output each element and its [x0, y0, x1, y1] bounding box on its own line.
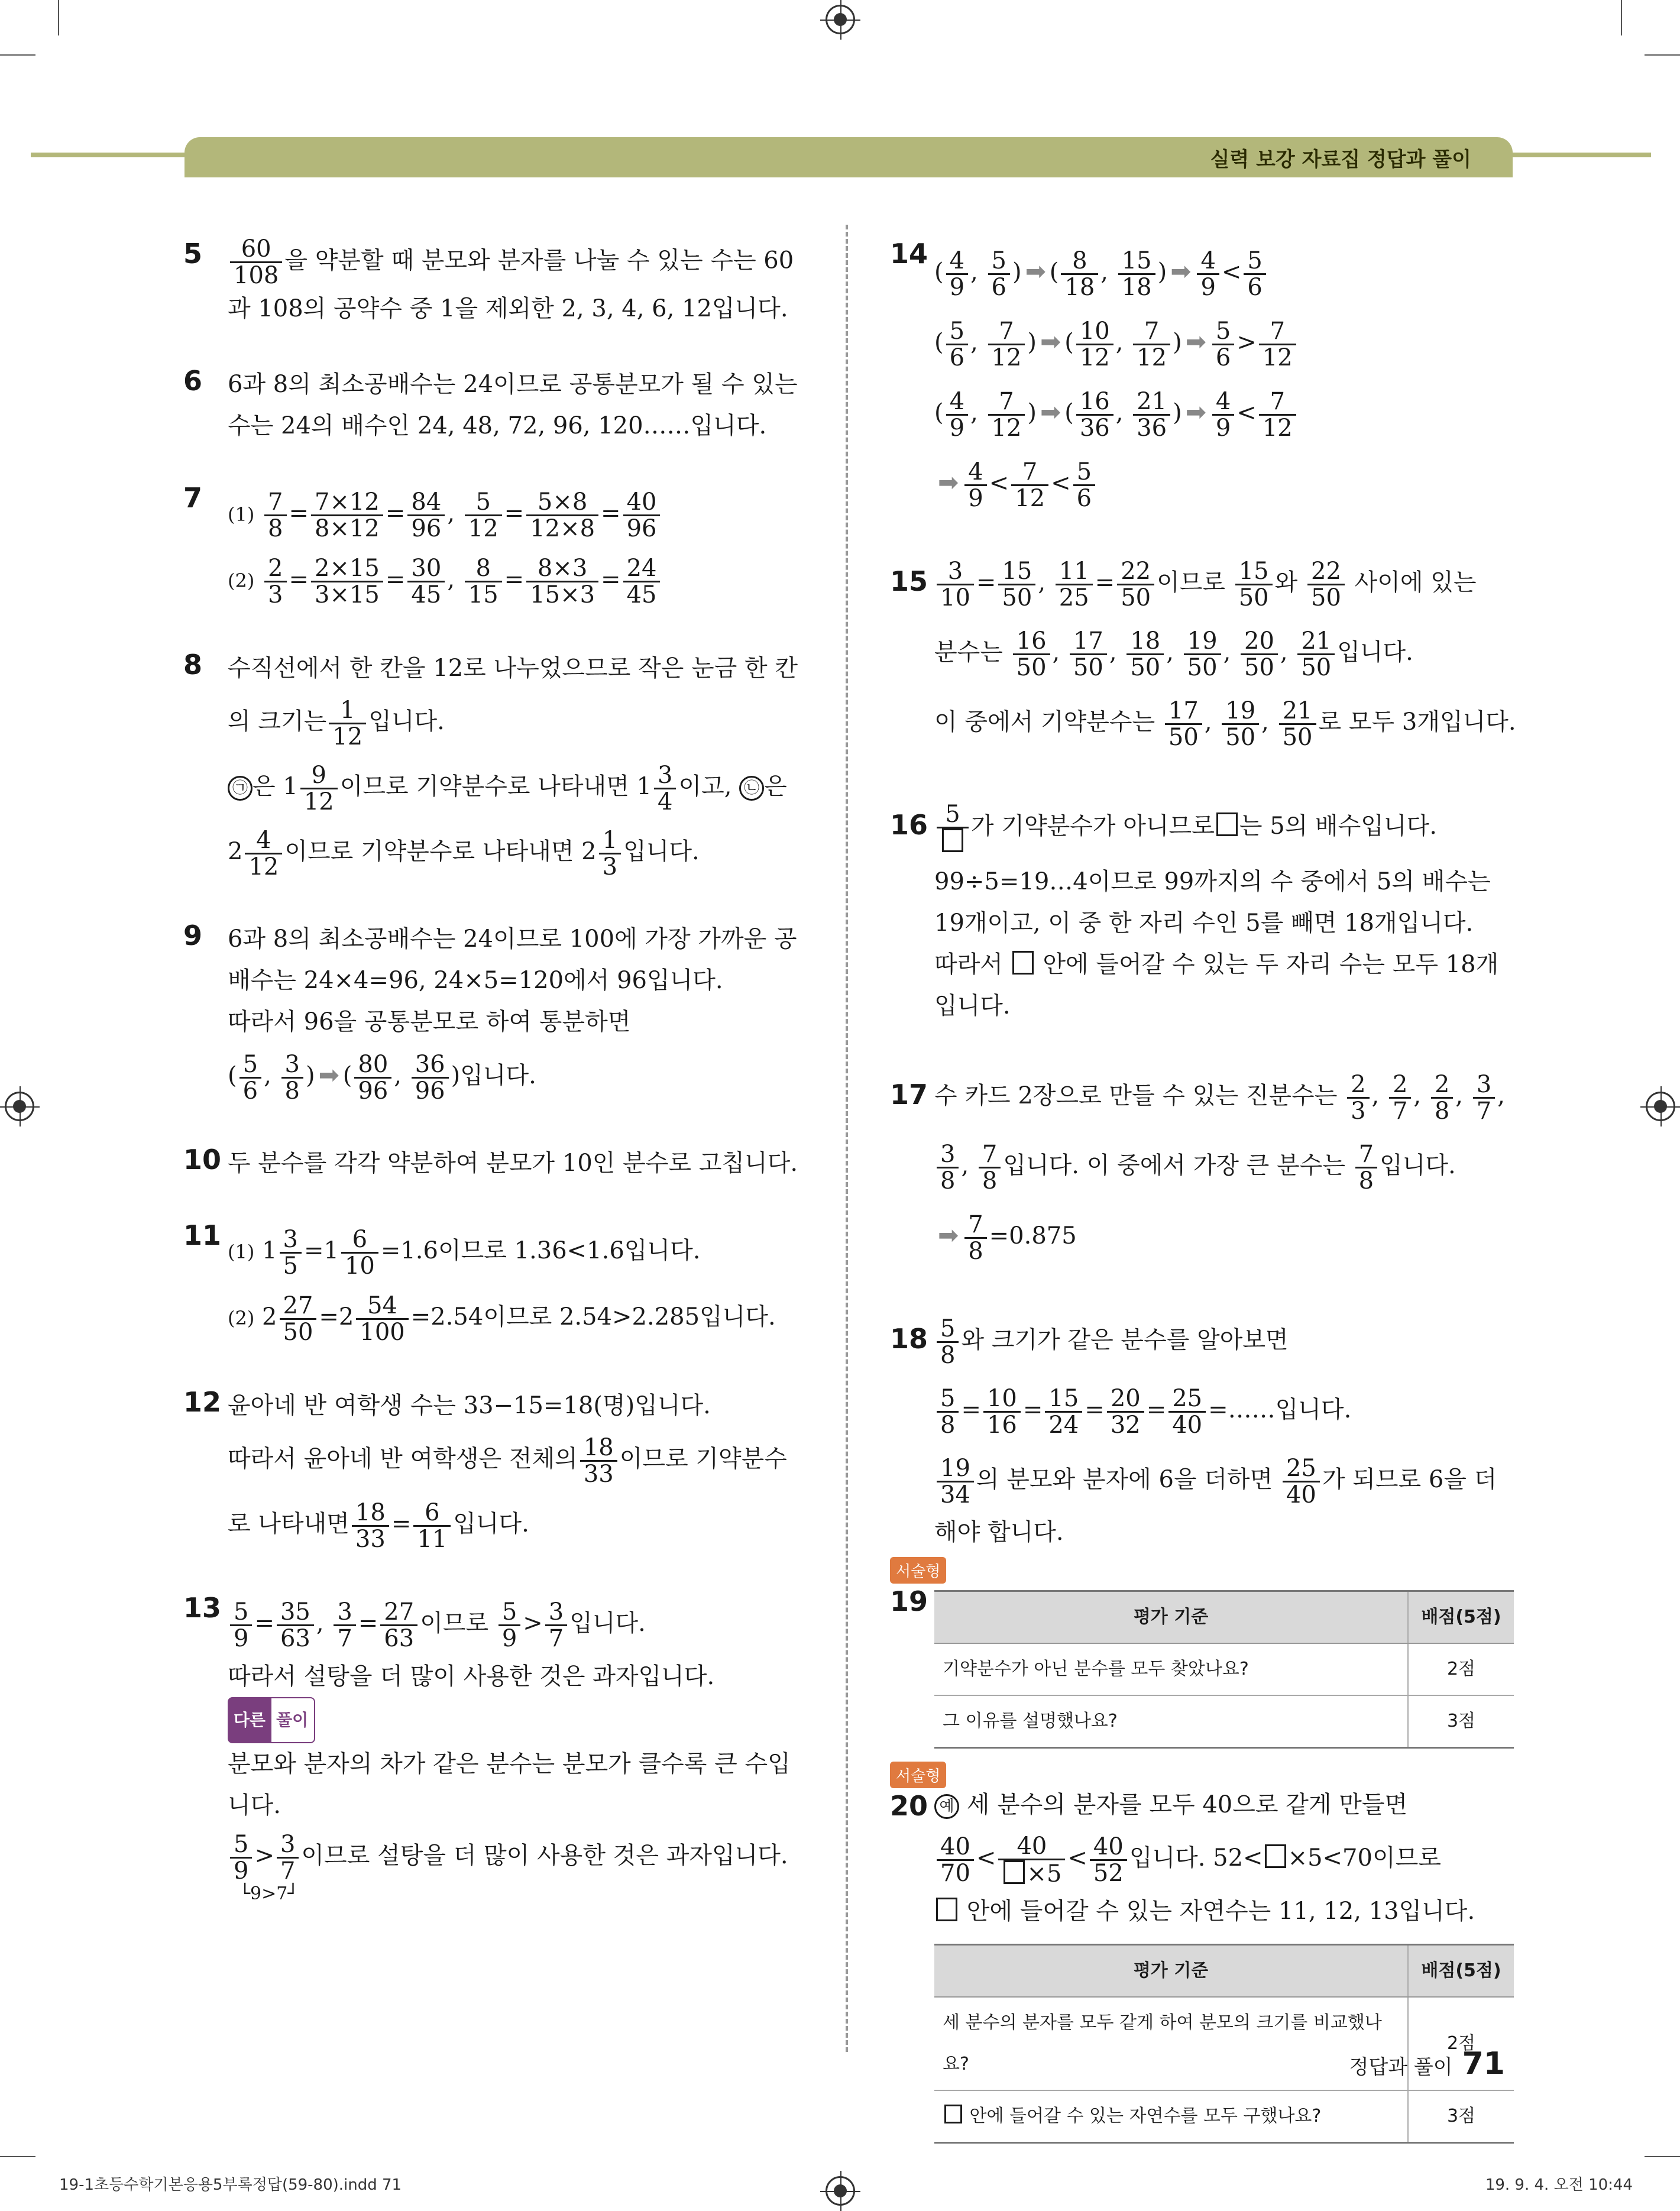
answer-text: 2 — [228, 838, 243, 865]
answer-text: 따라서 윤아네 반 여학생은 전체의 — [228, 1445, 578, 1472]
answer-text: 이고, — [678, 773, 732, 800]
answer-text: 안에 들어갈 수 있는 자연수는 11, 12, 13입니다. — [966, 1898, 1475, 1925]
header-title: 실력 보강 자료집 정답과 풀이 — [1210, 148, 1471, 171]
table-cell: 2점 — [1408, 1643, 1514, 1695]
answer-text: 이므로 — [420, 1610, 489, 1637]
answer-text: 99÷5=19…4이므로 99까지의 수 중에서 5의 배수는 — [934, 868, 1491, 895]
problem-number: 20 — [890, 1790, 928, 1822]
sub-label: (2) — [228, 569, 255, 592]
answer-text: 안에 들어갈 수 있는 두 자리 수는 모두 18개 — [1043, 951, 1499, 978]
answer-text: 는 5의 배수입니다. — [1239, 812, 1437, 840]
answer-text: 가 기약분수가 아니므로 — [971, 812, 1215, 840]
arrow-icon: ➡ — [1040, 327, 1061, 356]
problem-7: 7 (1) $\frac{7}{8}$ = $\frac{7\times 12}{8\times 12}$ = $\frac{84}{96}$ , $\frac{5}{12}$ = $\frac{5\times 8}{12\times 8}$ = $\frac{40}{96}$ (2) $\frac{2}{3}$ = $\frac{2\times 15}{3\times 15}$ = $\frac{30}{45}$ , $\frac{8}{15}$ = $\frac{8\times 3}{15\times 3}$ = $\frac{24}{45}$ — [183, 481, 822, 613]
registration-mark-icon — [826, 5, 855, 34]
problem-15: 15 $\frac{3}{10}$ = $\frac{15}{50}$ , $\frac{11}{25}$ = $\frac{22}{50}$ 이므로 $\frac{15}{50}$ 와 $\frac{22}{50}$ 사이에 있는 분수는 $\frac{16}{50}$ , $\frac{17}{50}$ , $\frac{18}{50}$ , $\frac{19}{50}$ , $\frac{20}{50}$ , $\frac{21}{50}$ 입니다. 이 중에서 기약분수는 $\frac{17}{50}$ , $\frac{19}{50}$ , $\frac{21}{50}$ 로 모두 3개입니다. — [890, 557, 1516, 751]
answer-text: 이므로 기약분수 — [619, 1445, 787, 1472]
answer-text: 해야 합니다. — [934, 1519, 1064, 1546]
answer-text: 입니다. — [569, 1610, 646, 1637]
answer-text: 따라서 — [934, 951, 1003, 978]
page-number: 71 — [1462, 2046, 1505, 2081]
answer-text: 세 분수의 분자를 모두 40으로 같게 만들면 — [966, 1791, 1408, 1818]
answer-text: 입니다. — [934, 992, 1011, 1019]
problem-number: 15 — [890, 565, 928, 597]
problem-number: 16 — [890, 809, 928, 841]
alt-solution-tag: 다른 — [228, 1697, 271, 1743]
answer-text: 6과 8의 최소공배수는 24이므로 100에 가장 가까운 공 — [228, 925, 797, 953]
answer-text: 입니다. 52< — [1129, 1844, 1263, 1872]
crop-mark — [1645, 54, 1680, 56]
answer-text: 이므로 기약분수로 나타내면 2 — [284, 838, 597, 865]
answer-text: 수는 24의 배수인 24, 48, 72, 96, 120……입니다. — [228, 412, 767, 439]
table-header: 배점(5점) — [1408, 1591, 1514, 1644]
answer-text: 와 — [1274, 569, 1298, 596]
answer-text: 은 1 — [253, 773, 298, 800]
answer-text: 의 분모와 분자에 6을 더하면 — [976, 1466, 1273, 1493]
alt-solution-tag: 풀이 — [269, 1697, 315, 1743]
blank-box — [1012, 951, 1034, 975]
table-cell: 세 분수의 분자를 모두 같게 하여 분모의 크기를 비교했나요? — [934, 1997, 1408, 2090]
answer-text: =2.54이므로 2.54>2.285입니다. — [410, 1303, 776, 1331]
example-mark: 예 — [934, 1794, 959, 1819]
problem-13: 13 $\frac{5}{9}$ = $\frac{35}{63}$ , $\frac{3}{7}$ = $\frac{27}{63}$ 이므로 $\frac{5}{9}$ > $\frac{3}{7}$ 입니다. 따라서 설탕을 더 많이 사용한 것은 과자입니다. 다른 풀이 분모와 분자의 차가 같은 분수는 분모가 클수록 큰 수입 니다. $\frac{5}{9}$ > $\frac{3}{7}$ 이므로 설탕을 더 많이 사용한 것은 과자입니다. └9>7┘ — [183, 1591, 822, 1903]
sub-label: (2) — [228, 1307, 255, 1329]
table-cell — [934, 2090, 1408, 2143]
problem-10 — [183, 1142, 822, 1184]
problem-number: 8 — [183, 649, 203, 681]
answer-text: 가 되므로 6을 더 — [1322, 1466, 1497, 1493]
answer-text: 은 — [764, 773, 787, 800]
header-banner — [184, 137, 1513, 177]
table-header: 평가 기준 — [934, 1945, 1408, 1998]
sub-label: (1) — [228, 503, 255, 526]
problem-number: 11 — [183, 1219, 222, 1251]
table-cell-text: 안에 들어갈 수 있는 자연수를 모두 구했나요? — [969, 2106, 1322, 2126]
table-row — [934, 2090, 1514, 2143]
problem-number: 6 — [183, 365, 203, 397]
problem-number: 17 — [890, 1079, 928, 1111]
page-footer — [1349, 2046, 1505, 2081]
answer-text: 입니다. — [460, 1062, 536, 1089]
answer-text: 로 나타내면 — [228, 1510, 349, 1537]
table-cell: 기약분수가 아닌 분수를 모두 찾았나요? — [934, 1643, 1408, 1695]
problem-9: 9 6과 8의 최소공배수는 24이므로 100에 가장 가까운 공 배수는 24×4=96, 24×5=120에서 96입니다. 따라서 96을 공통분모로 하여 통분하면 ( $\frac{5}{6}$ , $\frac{3}{8}$ ) ➡ ( $\frac{80}{96}$ , $\frac{36}{96}$ )입니다. — [183, 918, 822, 1108]
answer-text: 이므로 기약분수로 나타내면 1 — [339, 773, 652, 800]
bracket-note: └9>7┘ — [239, 1883, 299, 1904]
problem-14: 14 ( $\frac{4}{9}$ , $\frac{5}{6}$ ) ➡ ( $\frac{8}{18}$ , $\frac{15}{18}$ ) ➡ $\frac{4}{9}$ < $\frac{5}{6}$ ( $\frac{5}{6}$ , $\frac{7}{12}$ ) ➡ ( $\frac{10}{12}$ , $\frac{7}{12}$ ) ➡ $\frac{5}{6}$ > $\frac{7}{12}$ ( $\frac{4}{9}$ , $\frac{7}{12}$ ) ➡ ( $\frac{16}{36}$ , $\frac{21}{36}$ ) ➡ $\frac{4}{9}$ < $\frac{7}{12}$ ➡ $\frac{4}{9}$ < $\frac{7}{12}$ < $\frac{5}{6}$ — [890, 237, 1526, 518]
arrow-icon: ➡ — [1170, 257, 1192, 286]
answer-text: 이 중에서 기약분수는 — [934, 708, 1155, 736]
right-column — [890, 237, 1526, 2178]
print-slug: 19-1초등수학기본응용5부록정답(59-80).indd 71 — [59, 2176, 402, 2194]
blank-box — [944, 2105, 962, 2123]
arrow-icon: ➡ — [1025, 257, 1046, 286]
essay-tag: 서술형 — [890, 1762, 946, 1788]
answer-text: ×5<70이므로 — [1287, 1844, 1441, 1872]
problem-12: 12 윤아네 반 여학생 수는 33−15=18(명)입니다. 따라서 윤아네 반 여학생은 전체의 $\frac{18}{33}$ 이므로 기약분수 로 나타내면 $\frac{18}{33}$ = $\frac{6}{11}$ 입니다. — [183, 1385, 822, 1556]
answer-text: 윤아네 반 여학생 수는 33−15=18(명)입니다. — [228, 1392, 711, 1419]
answer-text: 입니다. — [453, 1510, 529, 1537]
fraction: $\frac{60}{108}$ — [230, 237, 282, 288]
answer-text: 분수는 — [934, 639, 1003, 666]
crop-mark — [1621, 0, 1622, 35]
table-cell: 3점 — [1408, 1695, 1514, 1748]
answer-text: 입니다. — [1380, 1152, 1456, 1179]
problem-number: 13 — [183, 1592, 222, 1624]
answer-text: 입니다. 이 중에서 가장 큰 분수는 — [1003, 1152, 1345, 1179]
answer-text: 와 크기가 같은 분수를 알아보면 — [961, 1326, 1289, 1354]
answer-text: 이므로 설탕을 더 많이 사용한 것은 과자입니다. — [301, 1842, 788, 1869]
arrow-icon: ➡ — [938, 1221, 959, 1249]
answer-text: 과 108의 공약수 중 1을 제외한 2, 3, 4, 6, 12입니다. — [228, 295, 788, 322]
arrow-icon: ➡ — [1185, 397, 1206, 426]
arrow-icon: ➡ — [938, 468, 959, 497]
grading-table — [934, 1590, 1514, 1749]
blank-box — [1265, 1844, 1286, 1868]
answer-text: 입니다. — [1337, 639, 1413, 666]
problem-11: 11 (1) 1 $\frac{3}{5}$ =1 $\frac{6}{10}$ =1.6이므로 1.36<1.6입니다. (2) 2 $\frac{27}{50}$ =2 $\frac{54}{100}$ =2.54이므로 2.54>2.285입니다. — [183, 1219, 776, 1346]
problem-5 — [183, 237, 822, 329]
answer-text: 로 모두 3개입니다. — [1318, 708, 1516, 736]
answer-text: 두 분수를 각각 약분하여 분모가 10인 분수로 고칩니다. — [228, 1150, 798, 1177]
left-column — [183, 237, 822, 1937]
answer-text: 의 크기는 — [228, 708, 327, 735]
table-cell: 2점 — [1408, 1997, 1514, 2090]
answer-text: =0.875 — [989, 1222, 1077, 1249]
answer-text: 을 약분할 때 분모와 분자를 나눌 수 있는 수는 60 — [284, 247, 794, 274]
answer-text: 수직선에서 한 칸을 12로 나누었으므로 작은 눈금 한 칸 — [228, 655, 798, 682]
table-cell: 3점 — [1408, 2090, 1514, 2143]
print-date: 19. 9. 4. 오전 10:44 — [1485, 2176, 1633, 2194]
answer-text: =……입니다. — [1208, 1396, 1352, 1423]
crop-mark — [0, 2156, 35, 2157]
answer-text: 니다. — [228, 1792, 281, 1819]
problem-number: 9 — [183, 920, 203, 951]
blank-box — [936, 1898, 957, 1921]
answer-text: 수 카드 2장으로 만들 수 있는 진분수는 — [934, 1082, 1338, 1109]
problem-20: 서술형 20 예 세 분수의 분자를 모두 40으로 같게 만들면 $\frac{40}{70}$ < $\frac{40}{\times 5}$ < $\frac{40}{52}$ 입니다. 52< ×5<70이므로 안에 들어갈 수 있는 자연수는 11, 12, 13입니다. 평가 기준 배점(5점) 세 분수의 분자를 모두 같게 하여 분모의 크기를 비교했나요? 2점 안에 들어갈 수 있는 자연수를 모두 구했나요? 3점 — [890, 1766, 1526, 2144]
problem-6 — [183, 364, 822, 446]
problem-number: 18 — [890, 1323, 928, 1355]
essay-tag: 서술형 — [890, 1557, 946, 1584]
answer-text: 분모와 분자의 차가 같은 분수는 분모가 클수록 큰 수입 — [228, 1750, 791, 1778]
registration-mark-icon — [1646, 1092, 1675, 1121]
problem-18: 18 $\frac{5}{8}$ 와 크기가 같은 분수를 알아보면 $\frac{5}{8}$ = $\frac{10}{16}$ = $\frac{15}{24}$ = $\frac{20}{32}$ = $\frac{25}{40}$ =……입니다. $\frac{19}{34}$ 의 분모와 분자에 6을 더하면 $\frac{25}{40}$ 가 되므로 6을 더 해야 합니다. — [890, 1305, 1526, 1550]
blank-box — [1004, 1860, 1025, 1884]
answer-text: 19개이고, 이 중 한 자리 수인 5를 빼면 18개입니다. — [934, 909, 1474, 937]
crop-mark — [1645, 2156, 1680, 2157]
table-header: 평가 기준 — [934, 1591, 1408, 1644]
circled-label: ㉡ — [739, 776, 764, 801]
blank-box — [1216, 812, 1238, 836]
problem-17: 17 수 카드 2장으로 만들 수 있는 진분수는 $\frac{2}{3}$ , $\frac{2}{7}$ , $\frac{2}{8}$ , $\frac{3}{7}$ , $\frac{3}{8}$ , $\frac{7}{8}$ 입니다. 이 중에서 가장 큰 분수는 $\frac{7}{8}$ 입니다. ➡ $\frac{7}{8}$ =0.875 — [890, 1061, 1526, 1271]
problem-number: 12 — [183, 1386, 222, 1418]
answer-text: 입니다. — [623, 838, 700, 865]
problem-number: 19 — [890, 1585, 928, 1617]
table-row — [934, 1695, 1514, 1748]
arrow-icon: ➡ — [318, 1060, 339, 1089]
footer-label: 정답과 풀이 — [1349, 2055, 1453, 2079]
problem-8: 8 수직선에서 한 칸을 12로 나누었으므로 작은 눈금 한 칸 의 크기는 $\frac{1}{12}$ 입니다. ㉠ 은 1 $\frac{9}{12}$ 이므로 기약분수로 나타내면 1 $\frac{3}{4}$ 이고, ㉡ 은 2 $\frac{4}{12}$ 이므로 기약분수로 나타내면 2 $\frac{1}{3}$ 입니다. — [183, 648, 822, 884]
answer-text: =1.6이므로 1.36<1.6입니다. — [380, 1237, 701, 1264]
answer-text: 입니다. — [368, 708, 445, 735]
column-divider — [846, 225, 848, 2052]
grading-table — [934, 1944, 1514, 2144]
table-row — [934, 1643, 1514, 1695]
registration-mark-icon — [826, 2176, 855, 2206]
problem-number: 7 — [183, 482, 203, 514]
answer-text: 사이에 있는 — [1354, 569, 1477, 596]
blank-box — [942, 828, 963, 852]
problem-19 — [890, 1562, 1526, 1749]
circled-label: ㉠ — [228, 776, 253, 801]
problem-16: 16 5 가 기약분수가 아니므로 는 5의 배수입니다. 99÷5=19…4이므로 99까지의 수 중에서 5의 배수는 19개이고, 이 중 한 자리 수인 5를 빼면 18개입니다. 따라서 안에 들어갈 수 있는 두 자리 수는 모두 18개 입니다. — [890, 791, 1526, 1027]
answer-text: 이므로 — [1157, 569, 1226, 596]
answer-text: 6과 8의 최소공배수는 24이므로 공통분모가 될 수 있는 — [228, 371, 798, 398]
arrow-icon: ➡ — [1185, 327, 1206, 356]
crop-mark — [0, 54, 35, 56]
answer-text: 따라서 96을 공통분모로 하여 통분하면 — [228, 1008, 631, 1035]
table-header: 배점(5점) — [1408, 1945, 1514, 1998]
problem-number: 14 — [890, 238, 928, 270]
crop-mark — [58, 0, 59, 35]
table-cell: 그 이유를 설명했나요? — [934, 1695, 1408, 1748]
arrow-icon: ➡ — [1040, 397, 1061, 426]
problem-number: 10 — [183, 1144, 222, 1176]
sub-label: (1) — [228, 1241, 255, 1263]
problem-number: 5 — [183, 238, 203, 270]
answer-text: 배수는 24×4=96, 24×5=120에서 96입니다. — [228, 967, 723, 994]
answer-text: 따라서 설탕을 더 많이 사용한 것은 과자입니다. — [228, 1663, 715, 1690]
registration-mark-icon — [5, 1092, 34, 1121]
